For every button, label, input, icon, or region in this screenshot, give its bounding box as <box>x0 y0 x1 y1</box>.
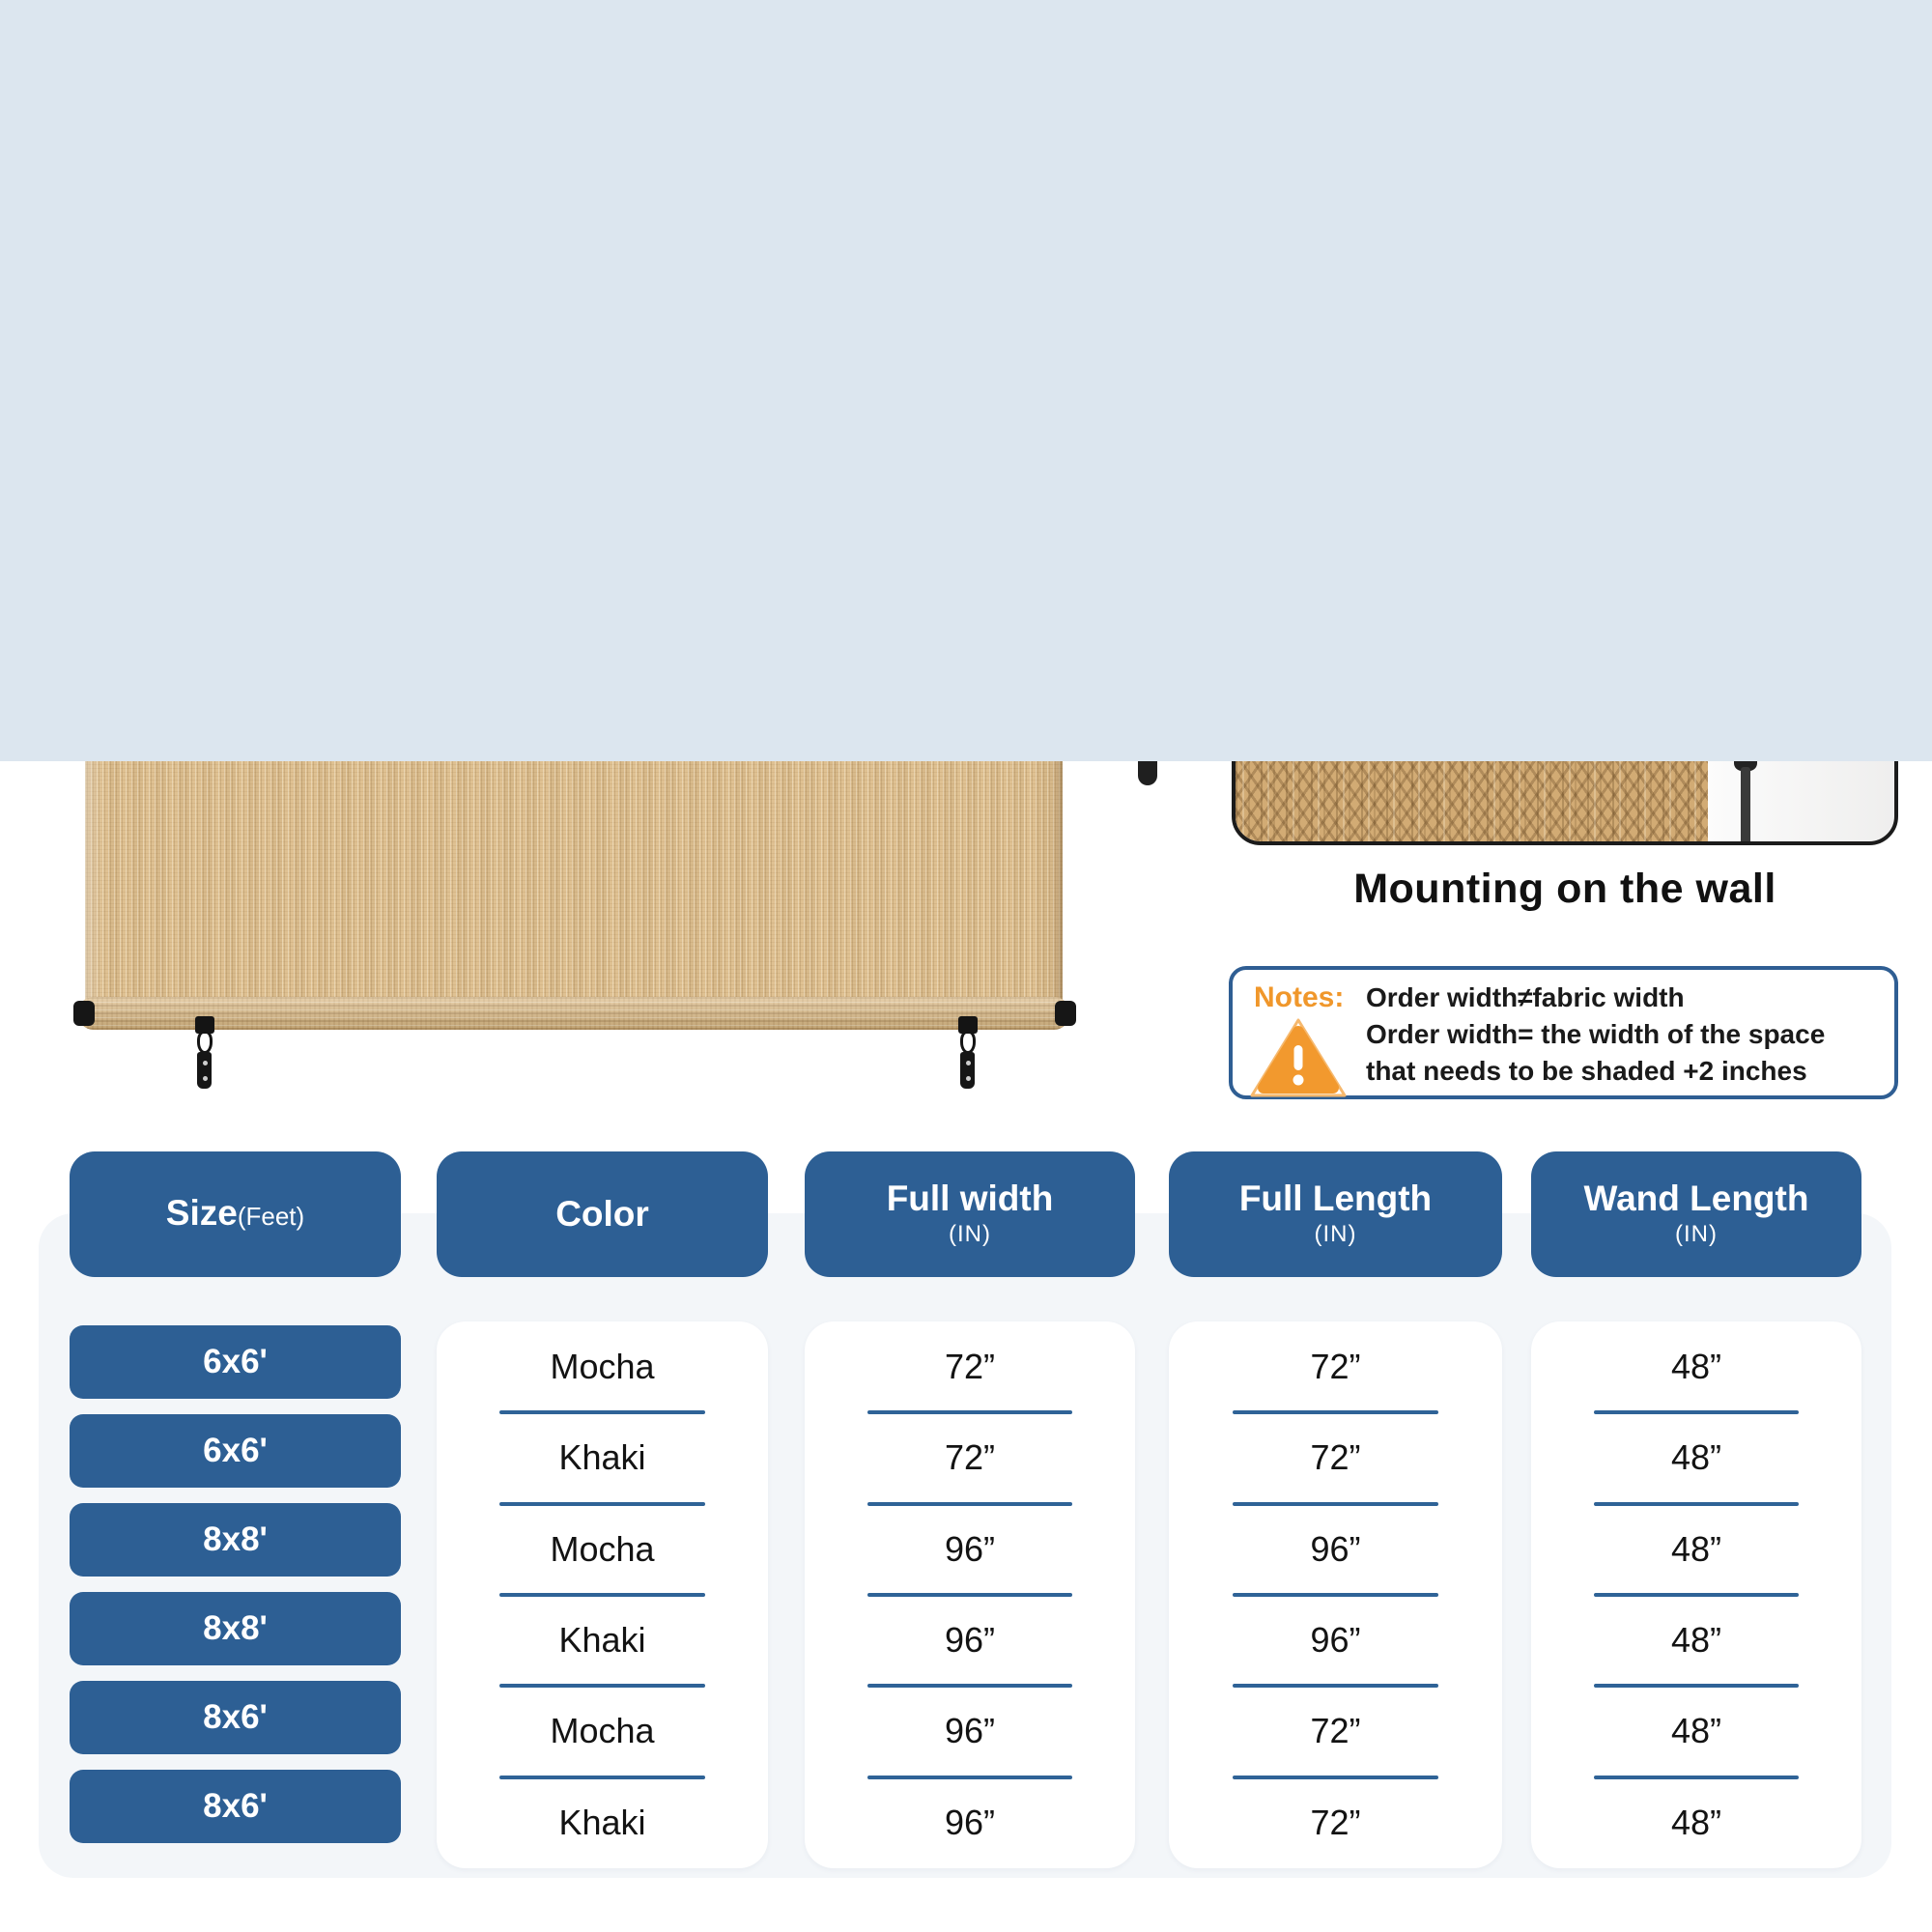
cell-full-width: 96” <box>805 1595 1135 1686</box>
cell-full-length: 72” <box>1169 1412 1502 1503</box>
header-full-length <box>1169 1151 1502 1277</box>
header-size-label <box>166 1193 304 1236</box>
clip-hole <box>203 1076 208 1081</box>
cell-color: Khaki <box>558 1802 646 1842</box>
size-pill-row-5: 8x6' <box>70 1681 401 1754</box>
clip-strap <box>197 1052 212 1089</box>
notes-box <box>1229 966 1898 1099</box>
cell-full-width: 72” <box>805 1321 1135 1412</box>
notes-text <box>1366 980 1888 1090</box>
header-full-width <box>805 1151 1135 1277</box>
cell-full-length: 96” <box>1169 1504 1502 1595</box>
cell-full-width: 72” <box>805 1412 1135 1503</box>
header-full-width-unit: (IN) <box>949 1221 991 1247</box>
cell-full-length: 96” <box>1169 1595 1502 1686</box>
bottom-band <box>0 0 1932 761</box>
size-pill-row-2: 6x6' <box>70 1414 401 1488</box>
size-pill-row-1: 6x6' <box>70 1325 401 1399</box>
bottom-bar-cap-left <box>73 1001 95 1026</box>
bottom-bar-cap-right <box>1055 1001 1076 1026</box>
cell-color: Mocha <box>437 1321 768 1412</box>
clip-wire-loop <box>197 1031 213 1054</box>
header-wand-length-label: Wand Length <box>1583 1179 1809 1218</box>
cell-wand-length: 48” <box>1531 1504 1861 1595</box>
size-pill-row-6: 8x6' <box>70 1770 401 1843</box>
pull-clip-left <box>193 1016 216 1090</box>
column-color <box>437 1321 768 1868</box>
size-pill-row-4: 8x8' <box>70 1592 401 1665</box>
warning-triangle-icon <box>1248 1016 1349 1099</box>
clip-hole <box>203 1061 208 1065</box>
header-color <box>437 1151 768 1277</box>
size-pill-row-3: 8x8' <box>70 1503 401 1577</box>
clip-wire-loop <box>960 1031 976 1054</box>
header-color-label: Color <box>555 1194 649 1234</box>
cell-wand-length: 48” <box>1670 1802 1722 1842</box>
cell-wand-length: 48” <box>1531 1595 1861 1686</box>
cell-full-length: 72” <box>1169 1321 1502 1412</box>
cell-full-length: 72” <box>1169 1686 1502 1776</box>
wand-rod <box>1741 767 1750 845</box>
cell-color: Mocha <box>437 1504 768 1595</box>
cell-full-width: 96” <box>805 1504 1135 1595</box>
column-full-length <box>1169 1321 1502 1868</box>
cell-full-width: 96” <box>805 1686 1135 1776</box>
notes-line-2: Order width= the width of the space <box>1366 1019 1826 1049</box>
notes-line-3: that needs to be shaded +2 inches <box>1366 1056 1807 1086</box>
cell-color: Khaki <box>437 1412 768 1503</box>
notes-label: Notes: <box>1254 981 1345 1013</box>
header-wand-length <box>1531 1151 1861 1277</box>
header-full-length-label: Full Length <box>1238 1179 1433 1218</box>
cell-color: Mocha <box>437 1686 768 1776</box>
header-full-width-label: Full width <box>886 1179 1054 1218</box>
column-wand-length <box>1531 1321 1861 1868</box>
column-full-width <box>805 1321 1135 1868</box>
notes-line-1: Order width≠fabric width <box>1366 982 1685 1012</box>
caption-wall-mount: Mounting on the wall <box>1353 866 1776 912</box>
header-wand-length-unit: (IN) <box>1675 1221 1718 1247</box>
cell-color: Khaki <box>437 1595 768 1686</box>
clip-hole <box>966 1061 971 1065</box>
header-size <box>70 1151 401 1277</box>
cell-wand-length: 48” <box>1531 1321 1861 1412</box>
cell-wand-length: 48” <box>1531 1686 1861 1776</box>
shade-bottom-bar <box>77 997 1070 1030</box>
clip-hole <box>966 1076 971 1081</box>
header-size-main: Size <box>165 1192 238 1233</box>
clip-strap <box>960 1052 975 1089</box>
header-size-sub: (Feet) <box>237 1201 305 1231</box>
pull-clip-right <box>956 1016 980 1090</box>
cell-full-length: 72” <box>1310 1802 1361 1842</box>
cell-full-width: 96” <box>944 1802 996 1842</box>
header-full-length-unit: (IN) <box>1314 1221 1357 1247</box>
cell-wand-length: 48” <box>1531 1412 1861 1503</box>
